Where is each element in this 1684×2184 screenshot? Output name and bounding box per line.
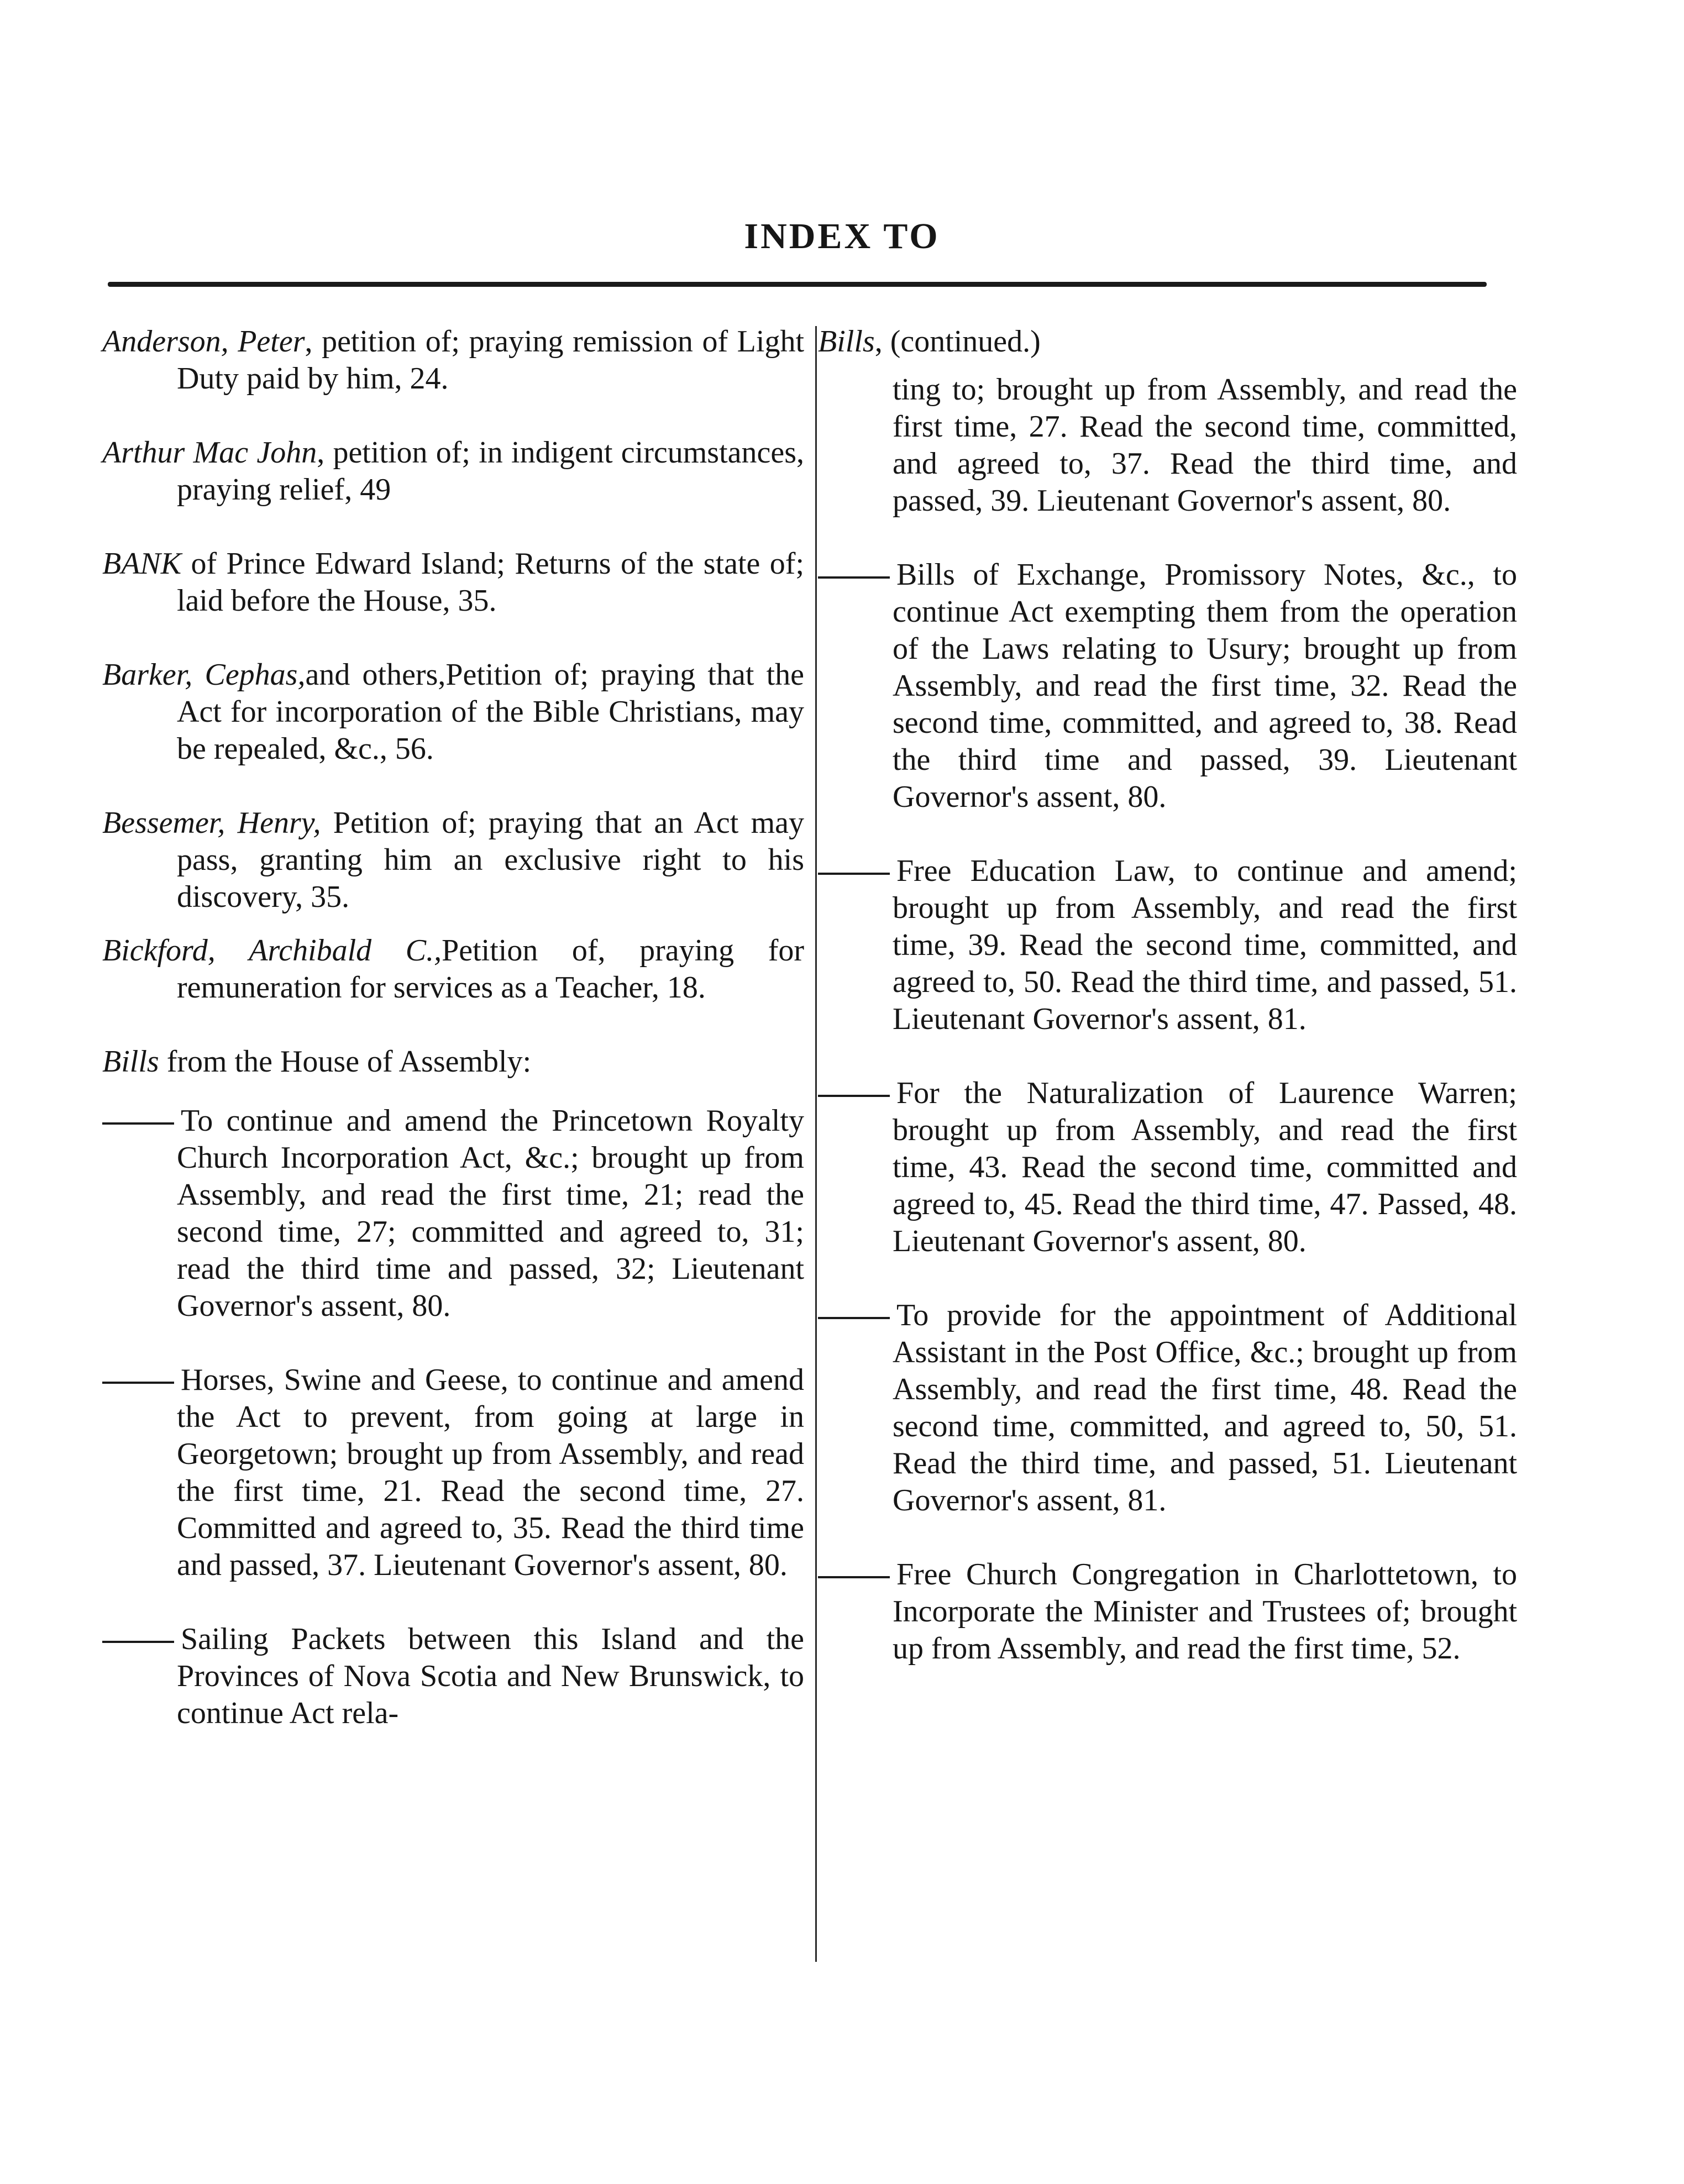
bills-heading-text: from the House of Assembly:: [159, 1044, 532, 1079]
dash-rule: [818, 873, 890, 875]
bills-heading-name: Bills: [102, 1044, 159, 1079]
bill-text: To continue and amend the Princetown Royalty Church Incorporation Act, &c.; brought up from Assembly, and read the first time, 21; read the second time, 27; committed and agreed to, 31; read the third time and passed, 32; Lieutenant Governor's assent, 80.: [177, 1104, 804, 1323]
entry-text: of Prince Edward Island; Returns of the state of; laid before the House, 35.: [177, 547, 804, 618]
bill-entry: [818, 1075, 1517, 1260]
bill-text: For the Naturalization of Laurence Warren; brought up from Assembly, and read the first time, 43. Read the second time, committed and agreed to, 45. Read the third time, 47. Passed, 48. Lieutenant Governor's assent, 80.: [893, 1076, 1517, 1258]
bill-entry: [818, 853, 1517, 1038]
dash-rule: [818, 576, 890, 579]
bill-text: Free Church Congregation in Charlottetown, to Incorporate the Minister and Trustees of; brought up from Assembly, and read the first time, 52.: [893, 1557, 1517, 1666]
dash-rule: [102, 1382, 174, 1384]
bills-heading: [102, 1043, 804, 1080]
column-divider: [815, 326, 817, 1962]
dash-rule: [102, 1641, 174, 1643]
bill-entry: [102, 1621, 804, 1732]
index-entry: [102, 805, 804, 916]
bill-text: To provide for the appointment of Additional Assistant in the Post Office, &c.; brought up from Assembly, and read the first time, 48. Read the second time, committed, and agreed to, 50, 51. Read the third time, and passed, 51. Lieutenant Governor's assent, 81.: [893, 1298, 1517, 1518]
entry-name: BANK: [102, 547, 182, 581]
header-rule: [108, 282, 1487, 287]
entry-text: , petition of; praying remission of Light Duty paid by him, 24.: [177, 324, 804, 396]
index-entry: [102, 323, 804, 397]
left-column: [102, 323, 804, 1769]
continued-heading-name: Bills: [818, 324, 875, 359]
continued-heading: [818, 323, 1517, 360]
bill-entry: [818, 1297, 1517, 1519]
entry-name: Barker, Cephas,: [102, 658, 306, 692]
bill-entry: [102, 1102, 804, 1325]
bill-entry: [818, 1556, 1517, 1667]
bill-text: Free Education Law, to continue and amend; brought up from Assembly, and read the first time, 39. Read the second time, committed, and agreed to, 50. Read the third time, and passed, 51. Lieutenant Governor's assent, 81.: [893, 854, 1517, 1036]
entry-name: Bickford, Archibald C.,: [102, 933, 442, 968]
dash-rule: [102, 1122, 174, 1125]
bill-text: Horses, Swine and Geese, to continue and amend the Act to prevent, from going at large in Georgetown; brought up from Assembly, and read the first time, 21. Read the second time, 27. Committed and agreed to, 35. Read the third time and passed, 37. Lieutenant Governor's assent, 80.: [177, 1363, 804, 1582]
entry-name: Anderson, Peter: [102, 324, 305, 359]
dash-rule: [818, 1576, 890, 1578]
bill-text: Bills of Exchange, Promissory Notes, &c., to continue Act exempting them from the operation of the Laws relating to Usury; brought up from Assembly, and read the first time, 32. Read the second time, committed, and agreed to, 38. Read the third time and passed, 39. Lieutenant Governor's assent, 80.: [893, 558, 1517, 814]
bill-entry: [818, 556, 1517, 816]
dash-rule: [818, 1095, 890, 1097]
entry-name: Arthur Mac John: [102, 435, 317, 470]
index-entry: [102, 434, 804, 508]
index-entry: [102, 657, 804, 768]
index-entry: [102, 545, 804, 620]
entry-text: Petition of; praying that an Act may pass, granting him an exclusive right to his discovery, 35.: [177, 806, 804, 914]
entry-text: , petition of; in indigent circumstances, praying relief, 49: [177, 435, 804, 507]
entry-text: and others,Petition of; praying that the Act for incorporation of the Bible Christians, may be repealed, &c., 56.: [177, 658, 804, 766]
continued-text: ting to; brought up from Assembly, and read the first time, 27. Read the second time, committed, and agreed to, 37. Read the third time, and passed, 39. Lieutenant Governor's assent, 80.: [893, 372, 1517, 518]
continued-heading-text: , (continued.): [874, 324, 1041, 359]
entry-text: Petition of, praying for remuneration for services as a Teacher, 18.: [177, 933, 804, 1005]
index-entry: [102, 932, 804, 1006]
dash-rule: [818, 1317, 890, 1319]
entry-name: Bessemer, Henry,: [102, 806, 321, 840]
right-column: [818, 323, 1517, 1704]
bill-text: Sailing Packets between this Island and the Provinces of Nova Scotia and New Brunswick, to continue Act rela-: [177, 1622, 804, 1730]
bill-entry: [102, 1362, 804, 1584]
page-title: INDEX TO: [744, 216, 940, 256]
